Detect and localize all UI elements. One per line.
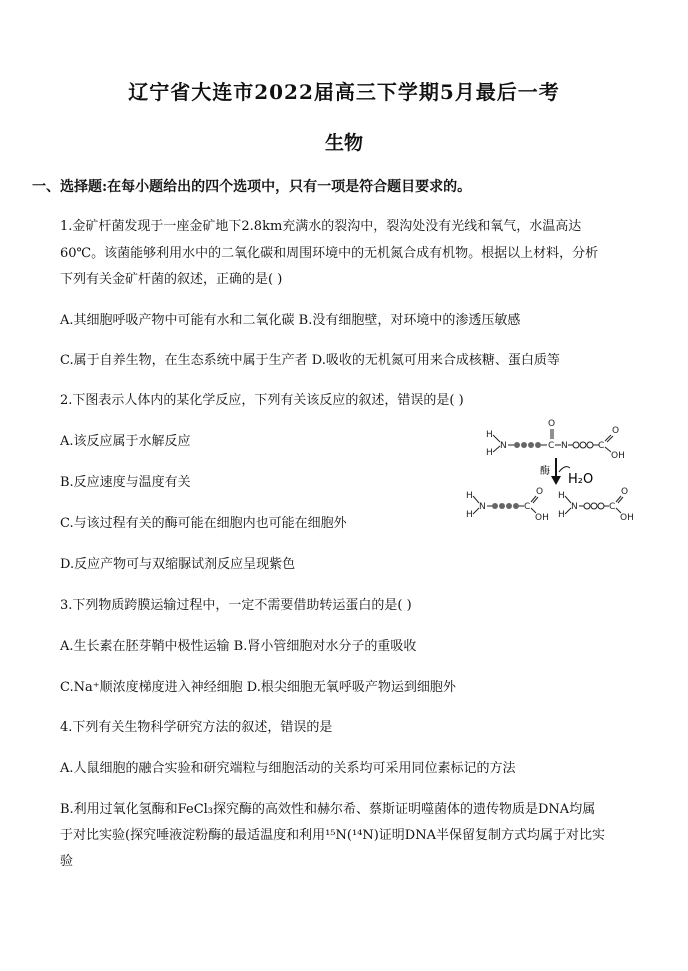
atom-n: N (479, 502, 486, 512)
atom-oh: OH (620, 513, 634, 523)
q4-option-b-line-1: B.利用过氧化氢酶和FeCl₃探究酶的高效性和赫尔希、蔡斯证明噬菌体的遗传物质是DNA均属 (60, 802, 596, 817)
enzyme-label: 酶 (540, 466, 550, 477)
atom-c: C (524, 502, 531, 512)
atom-n-top2: N (561, 441, 568, 451)
section-heading: 一、选择题:在每小题给出的四个选项中，只有一项是符合题目要求的。 (32, 179, 472, 195)
atom-c: C (609, 502, 616, 512)
amino-acid-residue-hollow (598, 503, 604, 509)
q2-option-d: D.反应产物可与双缩脲试剂反应呈现紫色 (60, 557, 296, 572)
amino-acid-residue (521, 442, 527, 448)
product-amino-acid-1 (466, 487, 549, 523)
atom-n: N (571, 502, 578, 512)
page-title: 辽宁省大连市2022届高三下学期5月最后一考 (128, 80, 560, 104)
amino-acid-residue (535, 442, 541, 448)
atom-c-top: C (548, 441, 555, 451)
amino-acid-residue (506, 503, 512, 509)
amino-acid-residue (514, 442, 520, 448)
q4-option-a: A.人鼠细胞的融合实验和研究端粒与细胞活动的关系均可采用同位素标记的方法 (60, 761, 516, 776)
atom-o-top: O (548, 419, 556, 429)
atom-h-top2: H (486, 448, 493, 458)
atom-o-top2: O (612, 426, 620, 436)
atom-h: H (558, 510, 565, 520)
q1-stem-line-2: 60℃。该菌能够利用水中的二氧化碳和周围环境中的无机氮合成有机物。根据以上材料，分析 (60, 246, 599, 261)
q1-options-line-2: C.属于自养生物，在生态系统中属于生产者 D.吸收的无机氮可用来合成核糖、蛋白质等 (60, 353, 560, 368)
amino-acid-residue-hollow (587, 442, 593, 448)
q1-stem-line-1: 1.金矿杆菌发现于一座金矿地下2.8km充满水的裂沟中，裂沟处没有光线和氧气，水温高达 (60, 219, 582, 234)
atom-h: H (466, 510, 473, 520)
q2-option-b: B.反应速度与温度有关 (60, 475, 191, 490)
amino-acid-residue-hollow (591, 503, 597, 509)
amino-acid-residue (499, 503, 505, 509)
atom-n-top1: N (500, 441, 507, 451)
atom-h: H (558, 491, 565, 501)
amino-acid-residue (492, 503, 498, 509)
atom-o: O (536, 487, 544, 497)
reaction-arrow (540, 458, 593, 487)
amino-acid-residue (528, 442, 534, 448)
q2-option-c: C.与该过程有关的酶可能在细胞内也可能在细胞外 (60, 516, 347, 531)
subject-title: 生物 (324, 132, 363, 154)
dipeptide-molecule (486, 419, 625, 461)
peptide-hydrolysis-figure (462, 410, 642, 525)
amino-acid-residue (513, 503, 519, 509)
atom-oh-top: OH (611, 451, 625, 461)
q2-option-a: A.该反应属于水解反应 (60, 434, 191, 449)
amino-acid-residue-hollow (580, 442, 586, 448)
q2-stem: 2.下图表示人体内的某化学反应，下列有关该反应的叙述，错误的是( ) (60, 393, 464, 408)
atom-h-top1: H (486, 430, 493, 440)
q4-option-b-line-3: 验 (60, 854, 74, 869)
product-amino-acid-2 (558, 487, 634, 523)
amino-acid-residue-hollow (573, 442, 579, 448)
q1-stem-line-3: 下列有关金矿杆菌的叙述，正确的是( ) (60, 272, 283, 287)
q3-stem: 3.下列物质跨膜运输过程中，一定不需要借助转运蛋白的是( ) (60, 598, 412, 613)
q1-options-line-1: A.其细胞呼吸产物中可能有水和二氧化碳 B.没有细胞壁，对环境中的渗透压敏感 (60, 313, 521, 328)
atom-c-top2: C (598, 441, 605, 451)
q3-options-line-1: A.生长素在胚芽鞘中极性运输 B.肾小管细胞对水分子的重吸收 (60, 639, 417, 654)
atom-h: H (466, 491, 473, 501)
q4-stem: 4.下列有关生物科学研究方法的叙述，错误的是 (60, 720, 333, 735)
water-label: H₂O (568, 472, 594, 487)
q3-options-line-2: C.Na⁺顺浓度梯度进入神经细胞 D.根尖细胞无氧呼吸产物运到细胞外 (60, 680, 456, 695)
q4-option-b-line-2: 于对比实验(探究唾液淀粉酶的最适温度和利用¹⁵N(¹⁴N)证明DNA半保留复制方式均属于对比实 (60, 828, 605, 843)
amino-acid-residue-hollow (584, 503, 590, 509)
atom-o: O (621, 487, 629, 497)
atom-oh: OH (535, 513, 549, 523)
